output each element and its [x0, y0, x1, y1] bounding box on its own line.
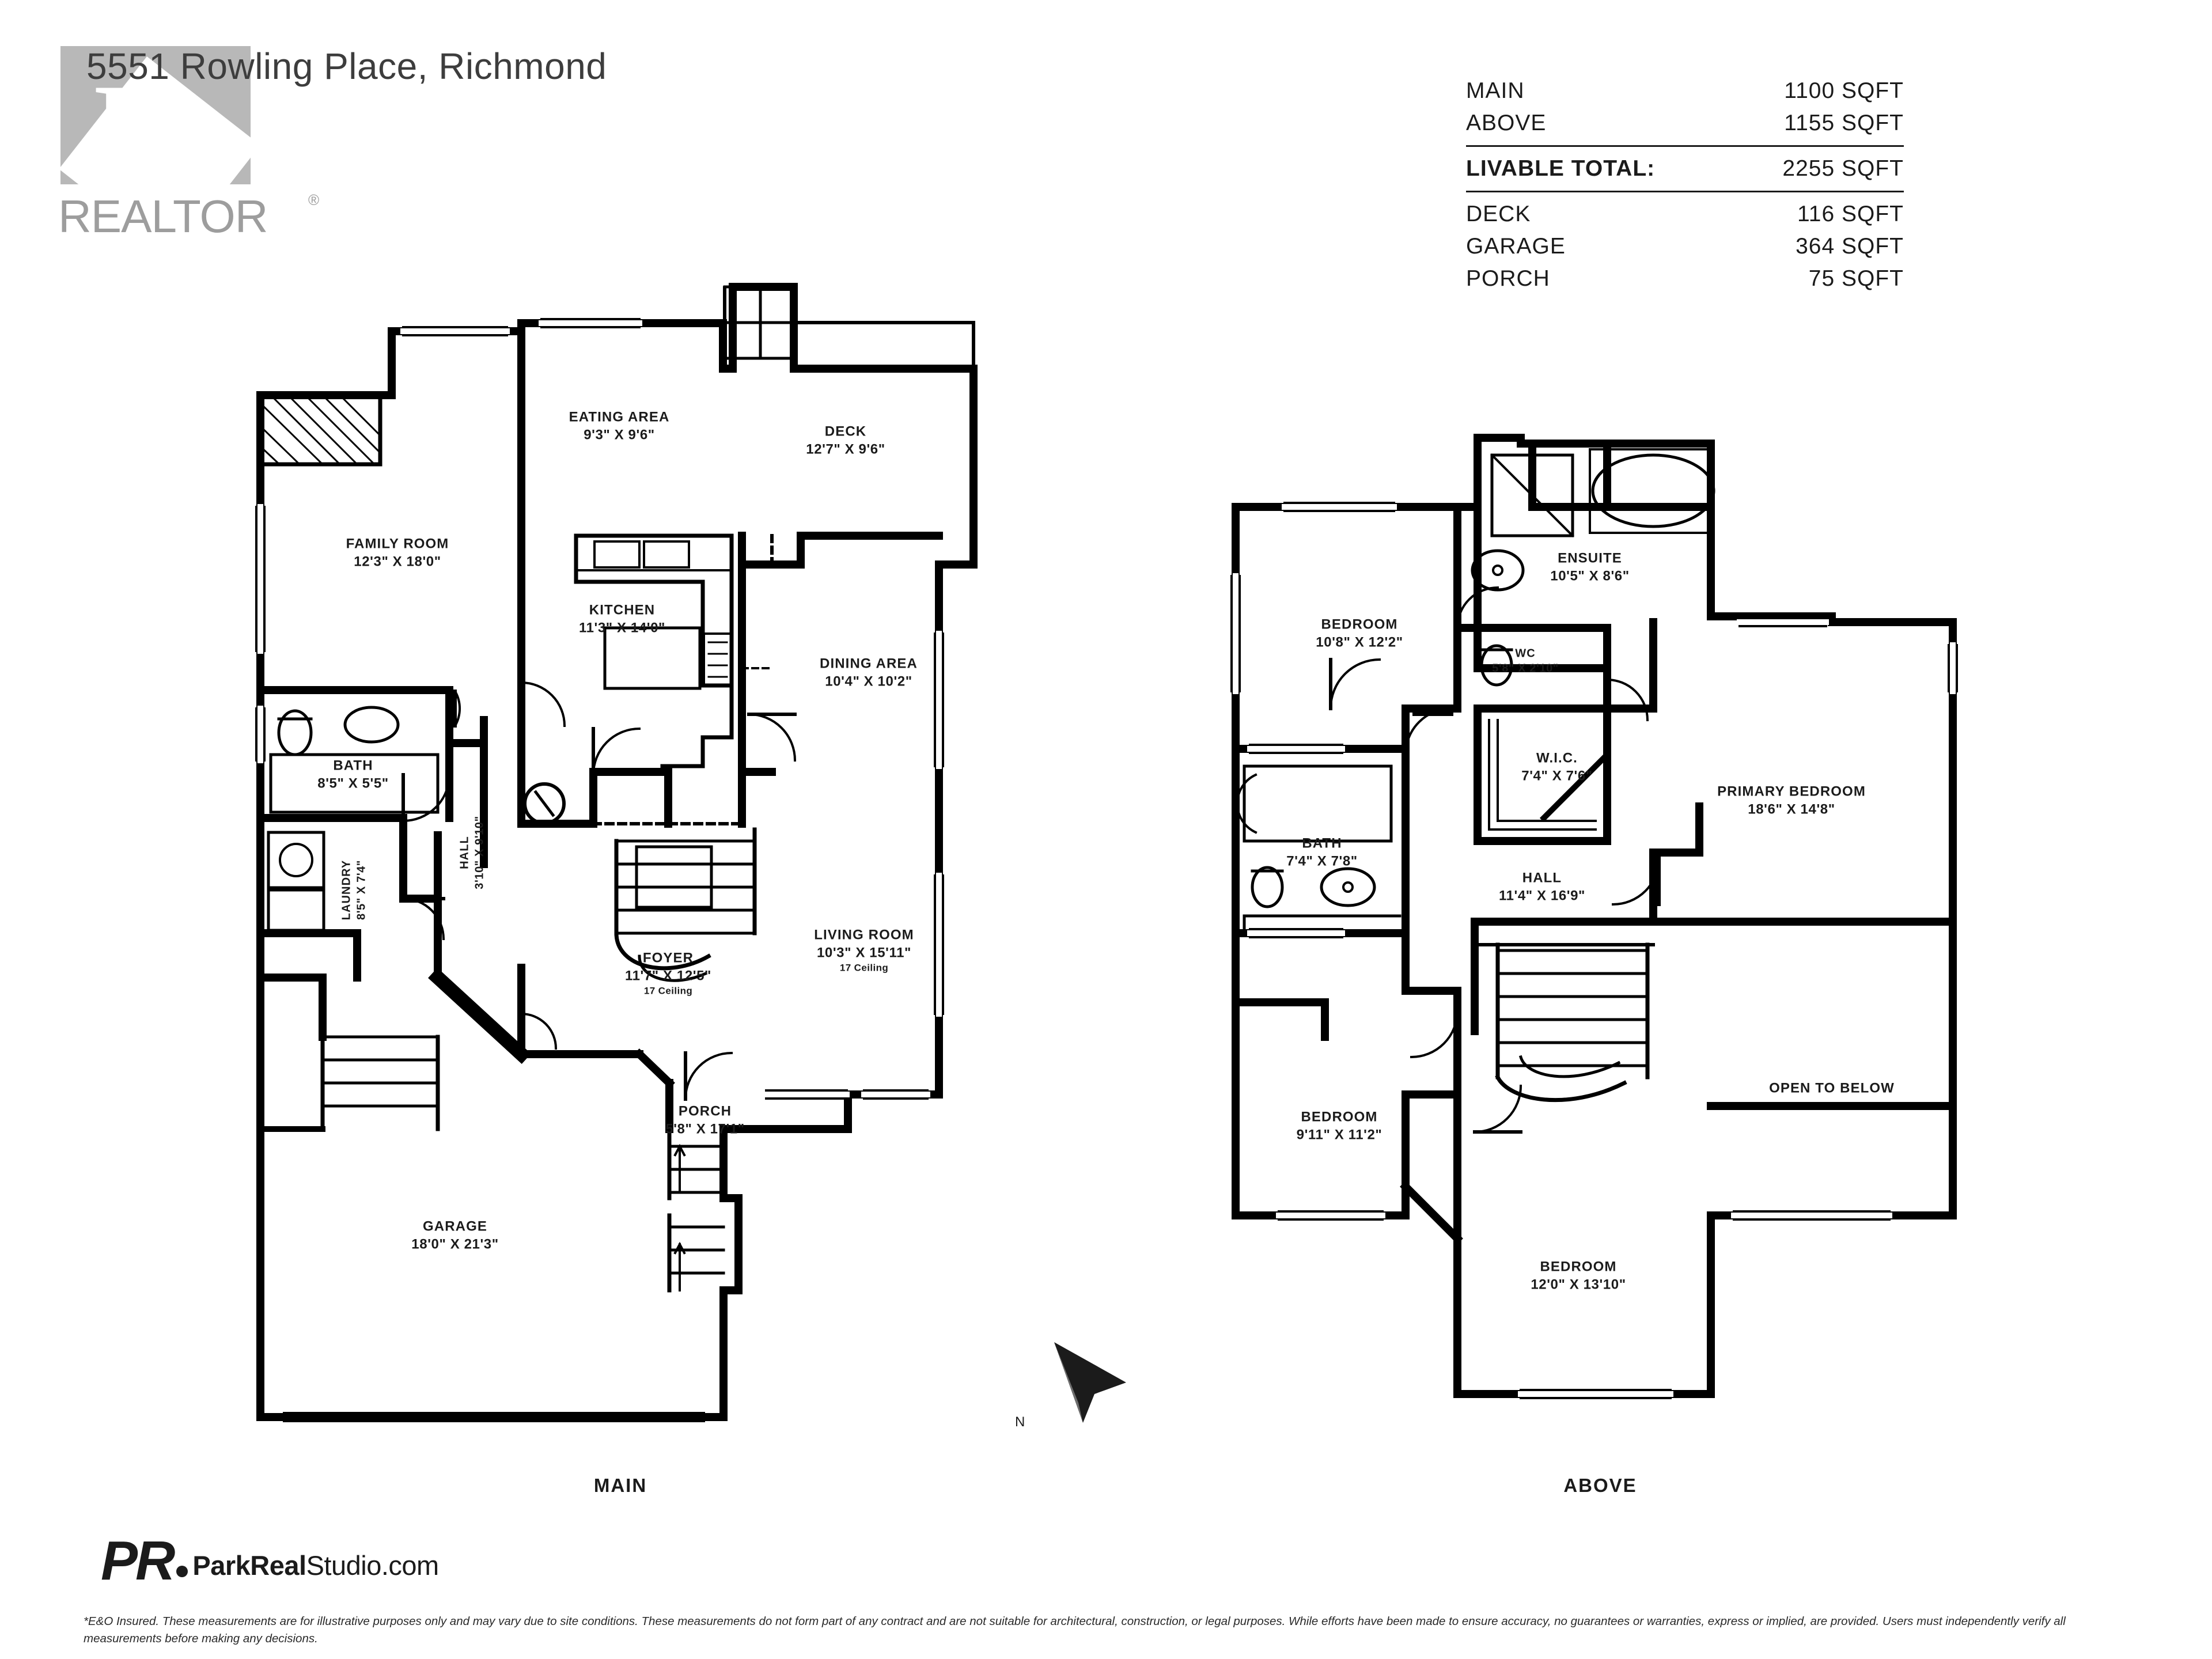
- area-value-above: 1155 SQFT: [1784, 111, 1904, 135]
- room-label-eating-area: EATING AREA 9'3" X 9'6": [569, 409, 670, 442]
- parkreal-logo-text-bold: ParkReal: [192, 1550, 306, 1581]
- area-value-porch: 75 SQFT: [1808, 266, 1904, 291]
- area-label-total: LIVABLE TOTAL:: [1466, 156, 1656, 181]
- room-label-bedroom-lower-left: BEDROOM 9'11" X 11'2": [1296, 1109, 1382, 1142]
- room-label-foyer: FOYER 11'7" X 12'5" 17 Ceiling: [624, 950, 712, 997]
- room-label-ensuite: ENSUITE 10'5" X 8'6": [1550, 550, 1630, 584]
- parkreal-logo-text-rest: Studio.com: [306, 1550, 439, 1581]
- room-label-bath-above: BATH 7'4" X 7'8": [1286, 835, 1358, 869]
- room-label-wc: WC 5'8" X 2'10": [1492, 647, 1559, 675]
- room-label-hall-main: HALL 3'10" X 9'10": [458, 816, 486, 889]
- area-value-deck: 116 SQFT: [1797, 202, 1904, 226]
- area-label-main: MAIN: [1466, 78, 1525, 103]
- room-label-primary-bedroom: PRIMARY BEDROOM 18'6" X 14'8": [1717, 783, 1866, 817]
- realtor-logo-registered: ®: [308, 191, 320, 209]
- room-label-dining-area: DINING AREA 10'4" X 10'2": [820, 656, 918, 689]
- room-label-wic: W.I.C. 7'4" X 7'6": [1521, 750, 1593, 783]
- parkreal-logo-text: [192, 1550, 438, 1581]
- room-label-garage: GARAGE 18'0" X 21'3": [411, 1218, 499, 1252]
- disclaimer-text: *E&O Insured. These measurements are for illustrative purposes only and may vary due to site conditions. These measurements do not form part of any contract and are not suitable for architectural, construction, or legal purposes. While efforts have been made to ensure accuracy, no guarantees or warranties, express or implied, are provided. Users must independently verify all measurements before making any decisions.: [84, 1615, 2066, 1645]
- room-label-bedroom-upper-left: BEDROOM 10'8" X 12'2": [1316, 616, 1403, 650]
- floor-caption-above: ABOVE: [1563, 1475, 1637, 1496]
- compass-north-letter: N: [1015, 1414, 1025, 1430]
- compass-arrow: [1054, 1342, 1126, 1423]
- room-label-living-room: LIVING ROOM 10'3" X 15'11" 17 Ceiling: [814, 927, 914, 974]
- area-value-main: 1100 SQFT: [1784, 78, 1904, 103]
- room-label-porch: PORCH 5'8" X 17'1": [665, 1103, 745, 1137]
- room-label-hall-above: HALL 11'4" X 16'9": [1498, 870, 1586, 903]
- area-label-deck: DECK: [1466, 202, 1531, 226]
- room-label-laundry: LAUNDRY 8'5" X 7'4": [340, 859, 368, 921]
- room-label-bath-main: BATH 8'5" X 5'5": [317, 757, 389, 791]
- area-label-garage: GARAGE: [1466, 234, 1566, 259]
- area-label-above: ABOVE: [1466, 111, 1547, 135]
- parkreal-logo[interactable]: [101, 1529, 439, 1593]
- room-label-bedroom-lower-right: BEDROOM 12'0" X 13'10": [1531, 1259, 1626, 1292]
- page-title: 5551 Rowling Place, Richmond: [86, 46, 607, 87]
- area-value-total: 2255 SQFT: [1782, 156, 1904, 181]
- room-label-family-room: FAMILY ROOM 12'3" X 18'0": [346, 536, 449, 569]
- room-label-kitchen: KITCHEN 11'3" X 14'0": [578, 602, 666, 635]
- parkreal-logo-dot: [176, 1566, 188, 1577]
- room-label-deck: DECK 12'7" X 9'6": [806, 423, 885, 457]
- room-label-open-to-below: OPEN TO BELOW: [1769, 1080, 1895, 1096]
- realtor-logo-word: REALTOR: [58, 191, 268, 242]
- parkreal-logo-mark: PR: [101, 1530, 173, 1592]
- area-label-porch: PORCH: [1466, 266, 1550, 291]
- floor-caption-main: MAIN: [593, 1475, 647, 1496]
- area-value-garage: 364 SQFT: [1796, 234, 1904, 259]
